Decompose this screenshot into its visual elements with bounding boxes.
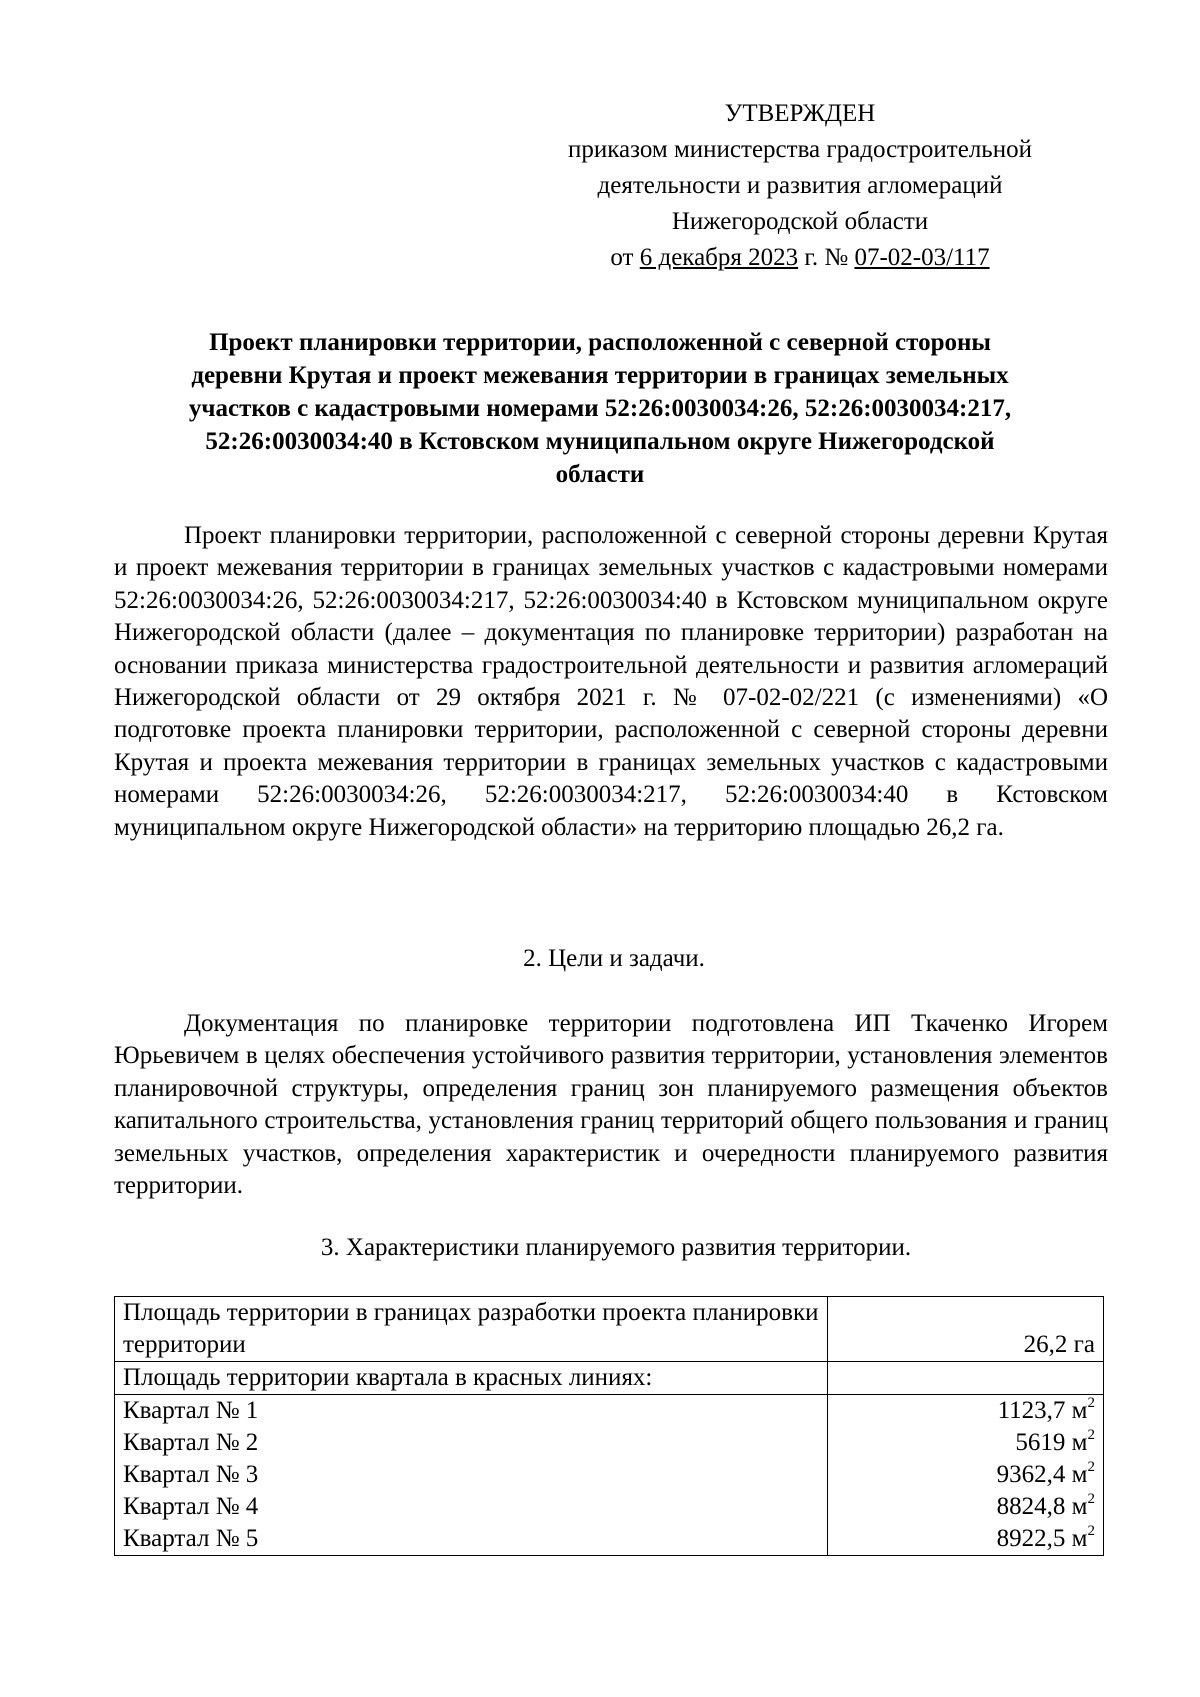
order-date: 6 декабря 2023 [639, 244, 799, 271]
number-prefix: г. № [798, 244, 855, 271]
approval-stamp [530, 96, 1070, 276]
quarter-label: Квартал № 4 [123, 1493, 259, 1520]
order-number: 07-02-03/117 [854, 244, 990, 271]
goals-paragraph: Документация по планировке территории подготовлена ИП Ткаченко Игорем Юрьевичем в целях обеспечения устойчивого развития территории, установления элементов планировочной структуры, определения границ зон планируемого размещения объектов капитального строительства, установления границ территорий общего пользования и границ земельных участков, определения характеристик и очередности планируемого развития территории. [114, 1010, 1108, 1200]
quarters-values [828, 1395, 1104, 1556]
table-cell-value [828, 1362, 1104, 1395]
quarter-label: Квартал № 2 [123, 1429, 259, 1456]
section-heading-characteristics: 3. Характеристики планируемого развития территории. [320, 1234, 912, 1261]
quarters-labels [115, 1395, 828, 1556]
quarter-label: Квартал № 3 [123, 1461, 259, 1488]
title-line: деревни Крутая и проект межевания территории в границах земельных [191, 362, 1009, 389]
quarter-value [836, 1395, 1095, 1427]
approval-line: приказом министерства градостроительной [568, 136, 1032, 163]
unit-superscript: 2 [1087, 1426, 1095, 1443]
table-cell-value: 26,2 га [828, 1297, 1104, 1362]
approval-date-line [530, 240, 1070, 276]
table-row [115, 1297, 1104, 1362]
quarter-value [836, 1491, 1095, 1523]
quarter-value [836, 1459, 1095, 1491]
quarter-area: 8824,8 м [996, 1493, 1088, 1520]
characteristics-table [114, 1296, 1104, 1556]
table-cell-label: Площадь территории в границах разработки проекта планировки территории [115, 1297, 828, 1362]
quarter-area: 5619 м [1015, 1429, 1088, 1456]
approval-heading: УТВЕРЖДЕН [724, 100, 876, 127]
quarter-value [836, 1427, 1095, 1459]
title-line: области [555, 461, 645, 488]
unit-superscript: 2 [1087, 1490, 1095, 1507]
unit-superscript: 2 [1087, 1522, 1095, 1539]
approval-line: деятельности и развития агломераций [597, 172, 1003, 199]
quarter-area: 8922,5 м [996, 1525, 1088, 1552]
title-line: 52:26:0030034:40 в Кстовском муниципальном округе Нижегородской [205, 428, 995, 455]
title-line: Проект планировки территории, расположенной с северной стороны [209, 329, 991, 356]
date-prefix: от [610, 244, 640, 271]
unit-superscript: 2 [1087, 1458, 1095, 1475]
quarter-label: Квартал № 1 [123, 1397, 259, 1424]
table-row [115, 1362, 1104, 1395]
quarter-area: 9362,4 м [996, 1461, 1088, 1488]
section-heading-goals: 2. Цели и задачи. [523, 945, 705, 972]
quarter-label: Квартал № 5 [123, 1525, 259, 1552]
unit-superscript: 2 [1087, 1394, 1095, 1411]
quarter-value [836, 1523, 1095, 1555]
document-title [118, 326, 1082, 491]
table-row [115, 1395, 1104, 1556]
title-line: участков с кадастровыми номерами 52:26:0030034:26, 52:26:0030034:217, [188, 395, 1012, 422]
approval-line: Нижегородской области [671, 208, 929, 235]
intro-paragraph: Проект планировки территории, расположенной с северной стороны деревни Крутая и проект межевания территории в границах земельных участков с кадастровыми номерами 52:26:0030034:26, 52:26:0030034:217, 52:26:0030034:40 в Кстовском муниципальном округе Нижегородской области (далее – документация по планировке территории) разработан на основании приказа министерства градостроительной деятельности и развития агломераций Нижегородской области от 29 октября 2021 г. № 07-02-02/221 (с изменениями) «О подготовке проекта планировки территории, расположенной с северной стороны деревни Крутая и проекта межевания территории в границах земельных участков с кадастровыми номерами 52:26:0030034:26, 52:26:0030034:217, 52:26:0030034:40 в Кстовском муниципальном округе Нижегородской области» на территорию площадью 26,2 га. [114, 522, 1108, 841]
table-cell-label: Площадь территории квартала в красных линиях: [115, 1362, 828, 1395]
quarter-area: 1123,7 м [997, 1397, 1088, 1424]
